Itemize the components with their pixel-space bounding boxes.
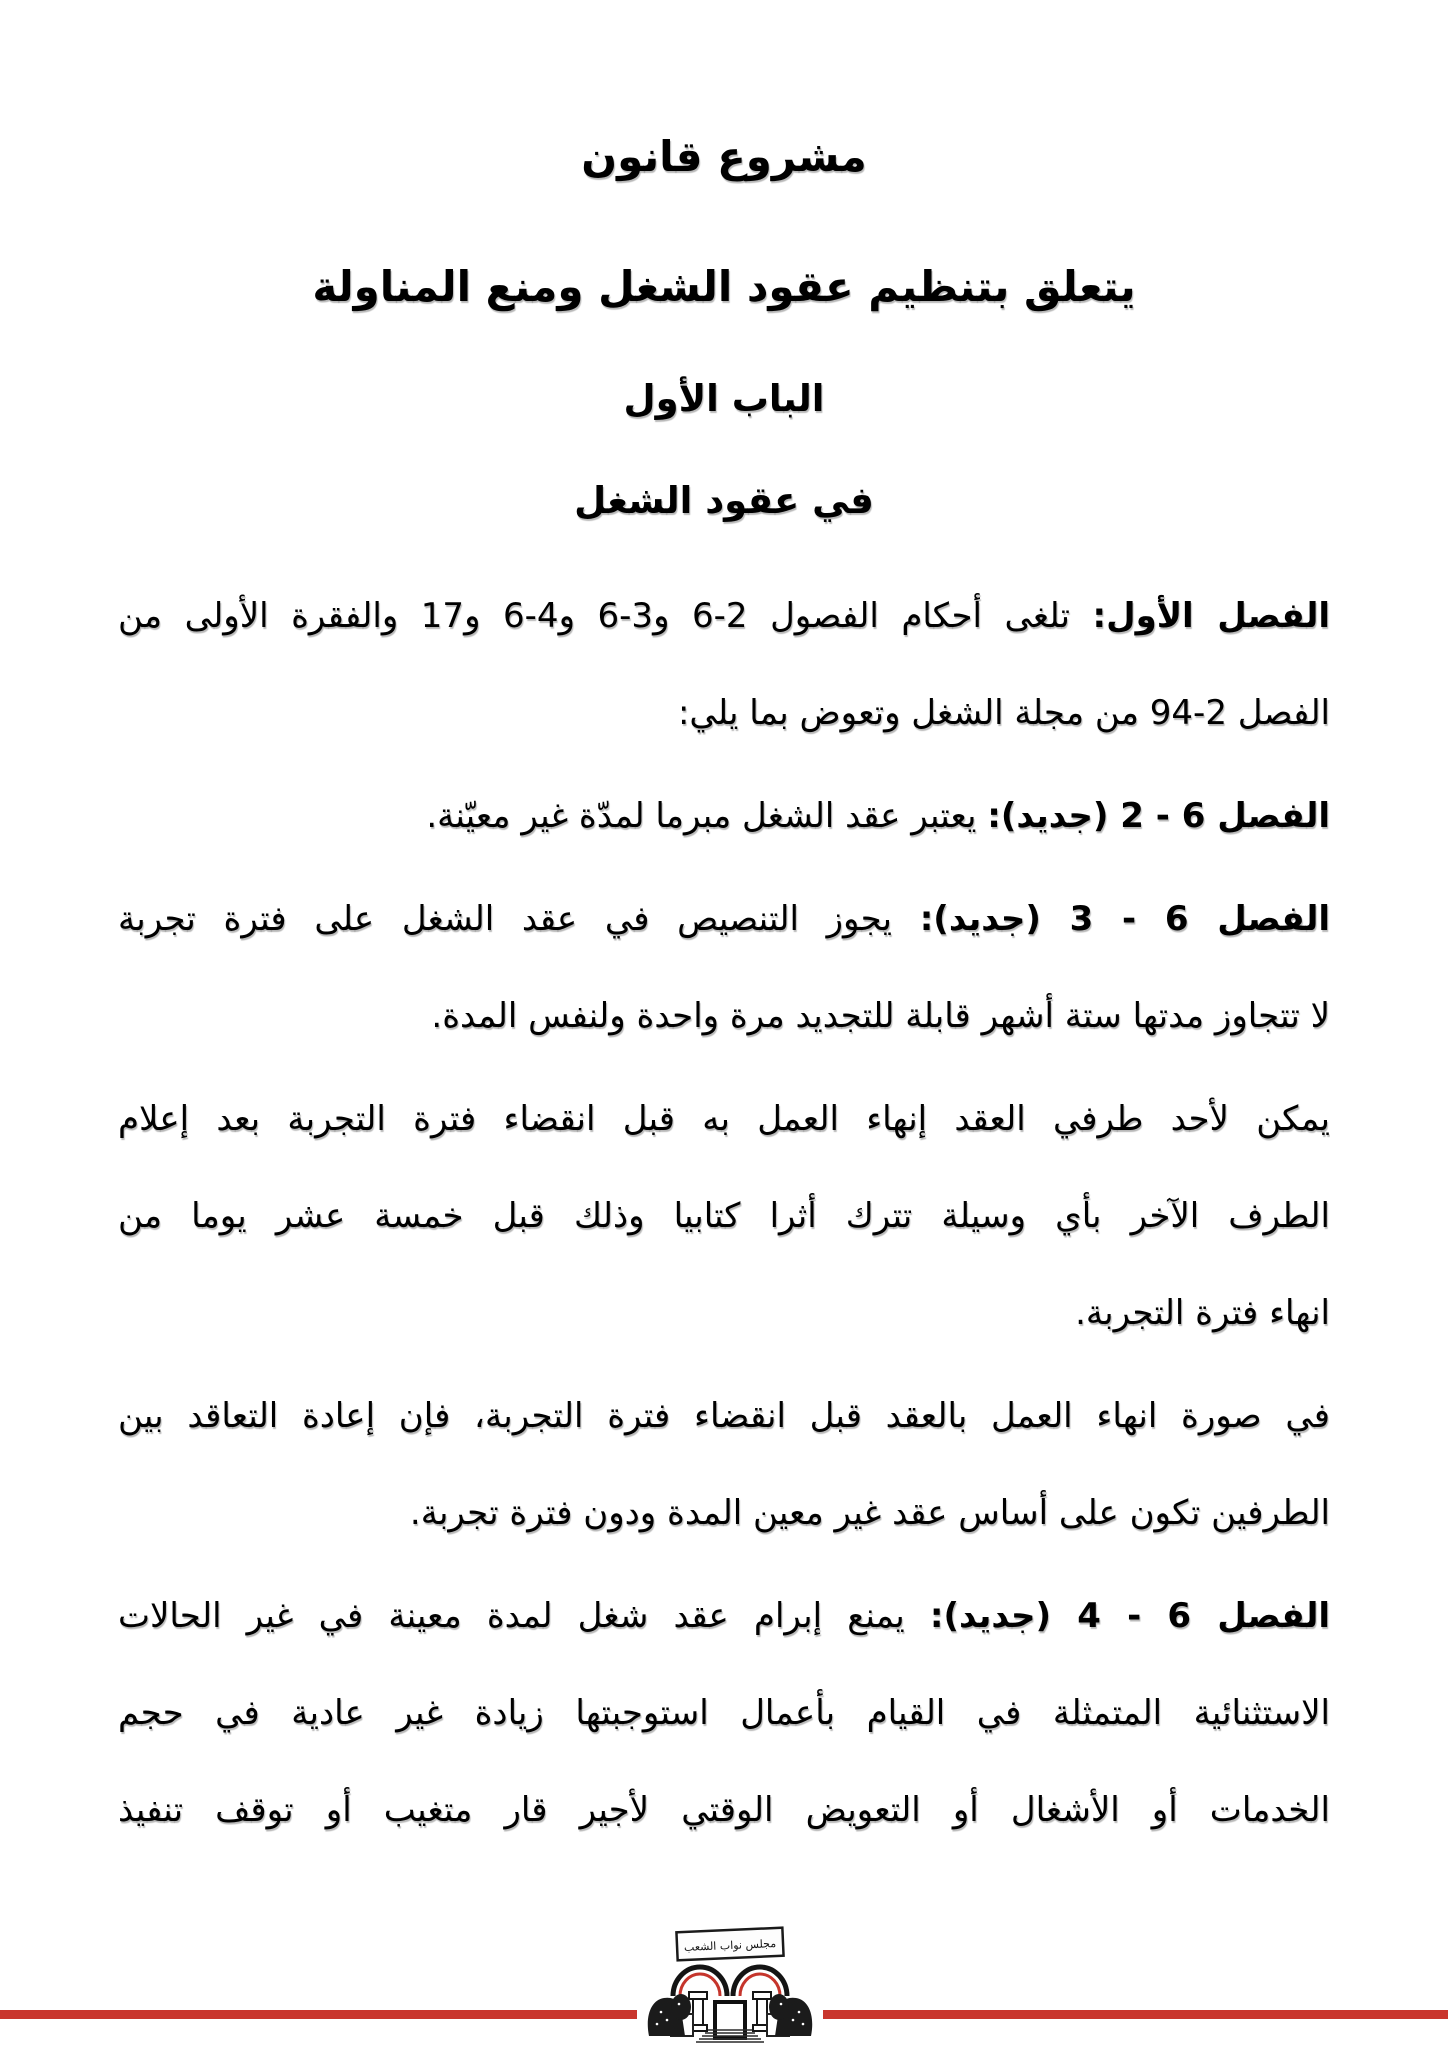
paragraph xyxy=(118,1368,1330,1562)
text-line xyxy=(118,1762,1330,1859)
article-label: الفصل الأول: xyxy=(1092,596,1330,636)
text-line xyxy=(118,665,1330,762)
line-text: في صورة انهاء العمل بالعقد قبل انقضاء فترة التجربة، فإن إعادة التعاقد بين xyxy=(118,1396,1330,1436)
article-label: الفصل 6 - 4 (جديد): xyxy=(929,1596,1330,1636)
text-line xyxy=(118,1265,1330,1362)
document-title-line-2: يتعلق بتنظيم عقود الشغل ومنع المناولة xyxy=(312,262,1136,311)
line-text: الخدمات أو الأشغال أو التعويض الوقتي لأجير قار متغيب أو توقف تنفيذ xyxy=(118,1790,1330,1830)
article-label: الفصل 6 - 3 (جديد): xyxy=(919,899,1330,939)
line-text: الطرفين تكون على أساس عقد غير معين المدة ودون فترة تجربة. xyxy=(409,1493,1330,1533)
line-text: يمكن لأحد طرفي العقد إنهاء العمل به قبل انقضاء فترة التجربة بعد إعلام xyxy=(118,1099,1330,1139)
text-line xyxy=(118,568,1330,665)
document-title-line-1: مشروع قانون xyxy=(581,132,867,181)
lion-right xyxy=(767,1994,812,2036)
chapter-topic-heading: في عقود الشغل xyxy=(574,479,874,522)
text-line xyxy=(118,1665,1330,1762)
line-text: الطرف الآخر بأي وسيلة تترك أثرا كتابيا وذلك قبل خمسة عشر يوما من xyxy=(118,1196,1330,1236)
text-line xyxy=(118,1465,1330,1562)
line-text: يعتبر عقد الشغل مبرما لمدّة غير معيّنة. xyxy=(426,796,977,836)
paragraphs-block xyxy=(118,568,1330,1859)
text-line xyxy=(118,1168,1330,1265)
line-text: الفصل 2-94 من مجلة الشغل وتعوض بما يلي: xyxy=(677,693,1330,733)
assembly-emblem xyxy=(637,1922,823,2048)
paragraph xyxy=(118,768,1330,865)
paragraph xyxy=(118,871,1330,1065)
lion-left xyxy=(648,1994,693,2036)
line-text: الاستثنائية المتمثلة في القيام بأعمال استوجبتها زيادة غير عادية في حجم xyxy=(118,1693,1330,1733)
article-label: الفصل 6 - 2 (جديد): xyxy=(987,796,1330,836)
text-line xyxy=(118,968,1330,1065)
line-text: لا تتجاوز مدتها ستة أشهر قابلة للتجديد مرة واحدة ولنفس المدة. xyxy=(431,996,1330,1036)
chapter-heading: الباب الأول xyxy=(623,377,825,420)
text-line xyxy=(118,1568,1330,1665)
emblem-sign-text: مجلس نواب الشعب xyxy=(683,1936,777,1955)
emblem-sign xyxy=(676,1928,783,1961)
text-line xyxy=(118,871,1330,968)
line-text: يجوز التنصيص في عقد الشغل على فترة تجربة xyxy=(118,899,892,939)
document-body xyxy=(118,0,1330,1865)
line-text: تلغى أحكام الفصول 2-6 و3-6 و4-6 و17 والفقرة الأولى من xyxy=(118,596,1070,636)
paragraph xyxy=(118,1071,1330,1362)
assembly-emblem-drawing xyxy=(637,1922,823,2048)
paragraph xyxy=(118,568,1330,762)
paragraph xyxy=(118,1568,1330,1859)
line-text: انهاء فترة التجربة. xyxy=(1075,1293,1330,1333)
text-line xyxy=(118,1368,1330,1465)
text-line xyxy=(118,1071,1330,1168)
text-line xyxy=(118,768,1330,865)
line-text: يمنع إبرام عقد شغل لمدة معينة في غير الحالات xyxy=(118,1596,905,1636)
